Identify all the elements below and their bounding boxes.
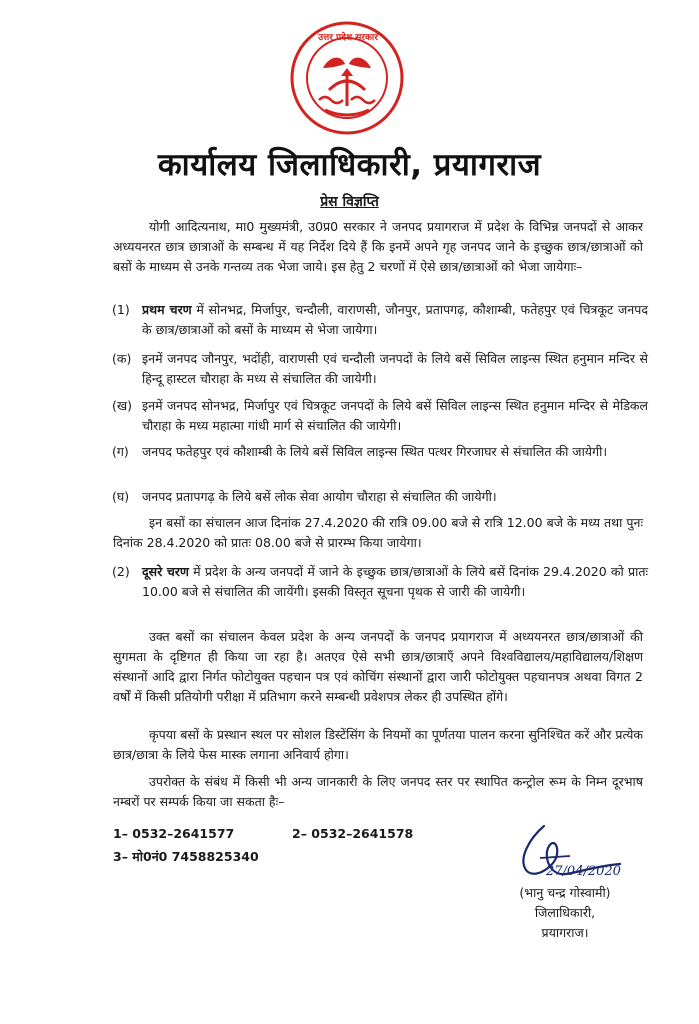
press-release-heading: प्रेस विज्ञप्ति (320, 194, 379, 210)
mobile-number: 3– मो0नं0 7458825340 (113, 849, 259, 864)
signer-designation: जिलाधिकारी, (534, 905, 596, 920)
phase-one-number: (1) (112, 302, 130, 317)
distancing-paragraph: कृपया बसों के प्रस्थान स्थल पर सोशल डिस्टेंसिंग के नियमों का पूर्णतया पालन करना सुनिश्चित करें और प्रत्येक छात्र/छात्रा के लिये फेस मास्क लगाना अनिवार्य होगा। (113, 727, 643, 762)
eligibility-paragraph: उक्त बसों का संचालन केवल प्रदेश के अन्य जनपदों के जनपद प्रयागराज में अध्ययनरत छात्र/छात्राओं की सुगमता के दृष्टिगत ही किया जा रहा है। अतएव ऐसे सभी छात्र/छात्राएँ अपने विश्वविद्यालय/महाविद्यालय/शिक्षण संस्थानों आदि द्वारा निर्गत फोटोयुक्त पहचान पत्र एवं कोचिंग संस्थानों द्वारा जारी फोटोयुक्त पहचानपत्र अथवा विगत 2 वर्षों में किसी प्रतियोगी परीक्षा में प्रतिभाग करने सम्बन्धी प्रवेशपत्र लेकर ही उपस्थित होंगे। (113, 629, 643, 704)
signature-date: 27/04/2020 (546, 864, 621, 879)
phase-two-number: (2) (112, 564, 130, 579)
phone-number-1: 1– 0532–2641577 (113, 826, 235, 841)
list-item-mark: (क) (112, 351, 132, 366)
list-item-text: इनमें जनपद सोनभद्र, मिर्जापुर एवं चित्रकूट जनपदों के लिये बसें सिविल लाइन्स स्थित हनुमान मन्दिर से मेडिकल चौराहा के मध्य महात्मा गांधी मार्ग से संचालित की जायेगी। (142, 398, 648, 433)
schedule-paragraph: इन बसों का संचालन आज दिनांक 27.4.2020 की रात्रि 09.00 बजे से रात्रि 12.00 बजे के मध्य तथा पुनः दिनांक 28.4.2020 को प्रातः 08.00 बजे से प्रारम्भ किया जायेगा। (113, 515, 643, 550)
list-item-mark: (घ) (112, 489, 130, 504)
office-title: कार्यालय जिलाधिकारी, प्रयागराज (157, 147, 542, 183)
contact-paragraph: उपरोक्त के संबंध में किसी भी अन्य जानकारी के लिए जनपद स्तर पर स्थापित कन्ट्रोल रूम के निम्न दूरभाष नम्बरों पर सम्पर्क किया जा सकता हैः– (113, 774, 643, 809)
list-item-text: जनपद फतेहपुर एवं कौशाम्बी के लिये बसें सिविल लाइन्स स्थित पत्थर गिरजाघर से संचालित की जायेगी। (142, 444, 608, 459)
list-item-text: इनमें जनपद जौनपुर, भदोंही, वाराणसी एवं चन्दौली जनपदों के लिये बसें सिविल लाइन्स स्थित हनुमान मन्दिर से हिन्दू हास्टल चौराहा के मध्य से संचालित की जायेगी। (142, 351, 648, 386)
phase-one-text: में सोनभद्र, मिर्जापुर, चन्दौली, वाराणसी, जौनपुर, प्रतापगढ़, कौशाम्बी, फतेहपुर एवं चित्रकूट जनपद के छात्र/छात्राओं को बसों के माध्यम से भेजा जायेगा। (142, 302, 648, 337)
phase-two-label: दूसरे चरण (142, 564, 189, 579)
list-item-mark: (ख) (112, 398, 132, 413)
signer-name: (भानु चन्द्र गोस्वामी) (519, 885, 611, 900)
list-item-mark: (ग) (112, 444, 129, 459)
intro-paragraph: योगी आदित्यनाथ, मा0 मुख्यमंत्री, उ0प्र0 सरकार ने जनपद प्रयागराज में प्रदेश के विभिन्न जनपदों से आकर अध्ययनरत छात्र छात्राओं के सम्बन्ध में यह निर्देश दिये हैं कि इनमें अपने गृह जनपद जाने के इच्छुक छात्र/छात्राओं को बसों के माध्यम से उनके गन्तव्य तक भेजा जाये। इस हेतु 2 चरणों में ऐसे छात्र/छात्राओं को भेजा जायेगाः– (113, 219, 643, 274)
list-item-text: जनपद प्रतापगढ़ के लिये बसें लोक सेवा आयोग चौराहा से संचालित की जायेगी। (142, 489, 497, 504)
phone-number-2: 2– 0532–2641578 (292, 826, 414, 841)
phase-two-text: में प्रदेश के अन्य जनपदों में जाने के इच्छुक छात्र/छात्राओं के लिये बसें दिनांक 29.4.2020 को प्रातः 10.00 बजे से संचालित की जायेंगी। इसकी विस्तृत सूचना पृथक से जारी की जायेगी। (142, 564, 648, 599)
phase-one-label: प्रथम चरण (142, 302, 192, 317)
signer-place: प्रयागराज। (541, 925, 589, 940)
emblem-text: उत्तर प्रदेश सरकार (318, 33, 378, 43)
